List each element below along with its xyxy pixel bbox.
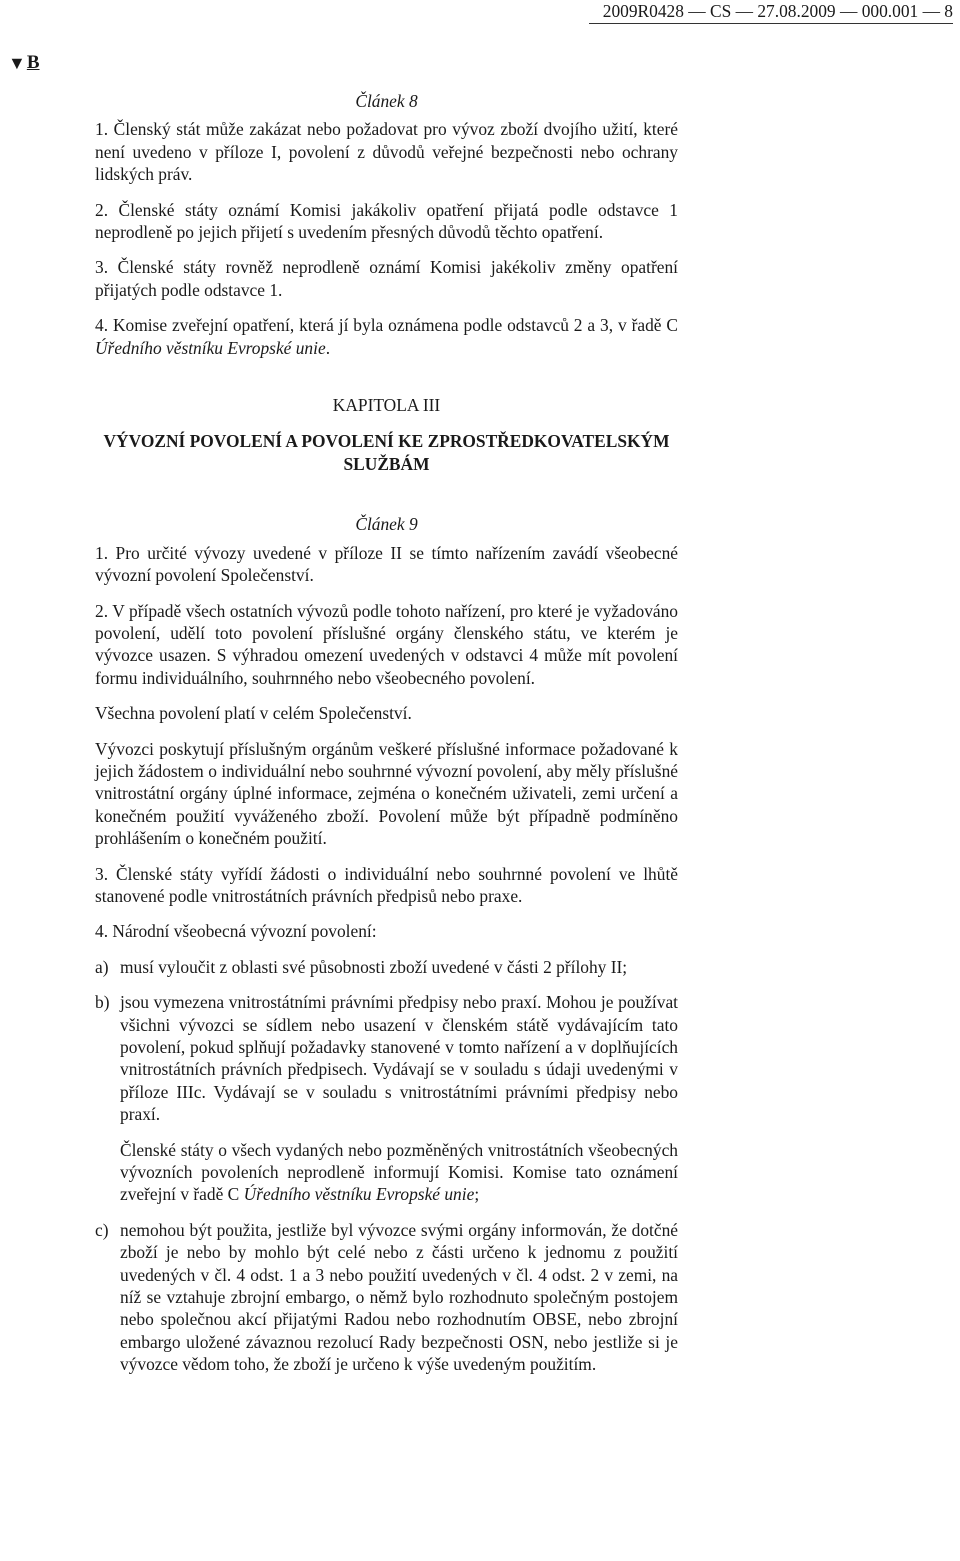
art9-para-2b: Všechna povolení platí v celém Společenství. — [95, 703, 412, 724]
art8-para-1: 1. Členský stát může zakázat nebo požadovat pro vývoz zboží dvojího užití, které není uvedeno v příloze I, povolení z důvodů veřejné bezpečnosti nebo ochrany lidských práv. — [95, 119, 678, 185]
list-item-a — [95, 956, 678, 978]
art9-para-3: 3. Členské státy vyřídí žádosti o individuální nebo souhrnné povolení ve lhůtě stanovené podle vnitrostátních právních předpisů nebo praxe. — [95, 863, 678, 906]
list-item-text: nemohou být použita, jestliže byl vývozce svými orgány informován, že dotčné zboží je nebo by mohlo být celé nebo z části určeno k jednomu z použití uvedených v čl. 4 odst. 1 a 3 nebo použití uvedených v čl. 4 odst. 2 v zemi, na níž se vztahuje zbrojní embargo, o němž bylo rozhodnuto společným postojem nebo společnou akcí přijatými Radou nebo rozhodnutím OBSE, nebo zbrojní embargo uložené závaznou rezolucí Rady bezpečnosti OSN, nebo jestliže si je vývozce vědom toho, že zboží je určeno k výše uvedeným použitím. — [120, 1219, 678, 1375]
art9-para-4: 4. Národní všeobecná vývozní povolení: — [95, 921, 377, 942]
art8-para-2: 2. Členské státy oznámí Komisi jakákoliv opatření přijatá podle odstavce 1 neprodleně po jejich přijetí s uvedením přesných důvodů těchto opatření. — [95, 199, 678, 243]
art8-para-4: 4. Komise zveřejní opatření, která jí byla oznámena podle odstavců 2 a 3, v řadě C Úředního věstníku Evropské unie. — [95, 315, 678, 358]
article-9-title: Článek 9 — [355, 514, 418, 535]
art9-para-2: 2. V případě všech ostatních vývozů podle tohoto nařízení, pro které je vyžadováno povolení, udělí toto povolení příslušné orgány členského státu, ve kterém je vývozce usazen. S výhradou omezení uvedených v odstavci 4 může mít povolení formu individuálního, souhrnného nebo všeobecného povolení. — [95, 600, 678, 688]
amendment-marker — [8, 52, 40, 74]
list-item-label: b) — [95, 992, 110, 1013]
marker-letter: B — [26, 52, 40, 73]
list-item-label: c) — [95, 1219, 109, 1240]
triangle-down-icon: ▼ — [8, 53, 26, 73]
article-8-title: Článek 8 — [355, 91, 418, 111]
list-item-c — [95, 1219, 678, 1376]
list-item-b — [95, 991, 678, 1206]
list-item-text: jsou vymezena vnitrostátními právními předpisy nebo praxí. Mohou je používat všichni vývozci se sídlem nebo usazení v členském státě vydávajícím tato povolení, pokud splňují požadavky stanovené v tomto nařízení a v doplňujících vnitrostátních právních předpisech. Vydávají se v souladu s údaji uvedenými v příloze IIIc. Vydávají se v souladu s vnitrostátními právními předpisy nebo praxí. — [120, 992, 678, 1125]
chapter-title: VÝVOZNÍ POVOLENÍ A POVOLENÍ KE ZPROSTŘEDKOVATELSKÝM SLUŽBÁM — [103, 431, 670, 474]
journal-name: Úředního věstníku Evropské unie — [243, 1184, 475, 1205]
art9-para-1: 1. Pro určité vývozy uvedené v příloze II se tímto nařízením zavádí všeobecné vývozní povolení Společenství. — [95, 542, 678, 586]
list-item-text: musí vyloučit z oblasti své působnosti zboží uvedené v části 2 přílohy II; — [120, 956, 628, 977]
page-header: 2009R0428 — CS — 27.08.2009 — 000.001 — 8 — [589, 0, 953, 24]
journal-name: Úředního věstníku Evropské unie — [95, 337, 326, 358]
art9-para-2c: Vývozci poskytují příslušným orgánům veškeré příslušné informace požadované k jejich žádostem o individuální nebo souhrnné vývozní povolení, aby měly příslušné vnitrostátní orgány úplné informace, zejména o konečném uživateli, zemi určení a konečném použití vyváženého zboží. Povolení může být případně podmíněno prohlášením o konečném použití. — [95, 738, 678, 849]
list-item-label: a) — [95, 956, 109, 977]
chapter-label: KAPITOLA III — [332, 395, 441, 416]
list-item-subpara: Členské státy o všech vydaných nebo pozměněných vnitrostátních všeobecných vývozních povoleních neprodleně informují Komisi. Komise tato oznámení zveřejní v řadě C Úředního věstníku Evropské unie; — [120, 1139, 678, 1205]
document-body — [95, 90, 678, 1376]
art8-para-3: 3. Členské státy rovněž neprodleně oznámí Komisi jakékoliv změny opatření přijatých podle odstavce 1. — [95, 257, 678, 300]
